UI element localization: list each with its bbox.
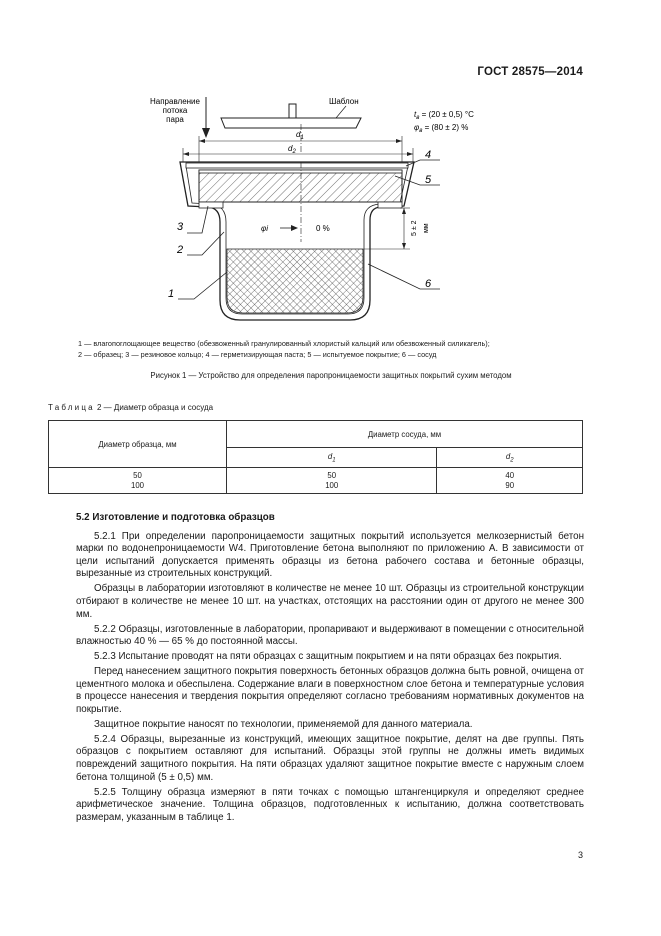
label-n5: 5 (425, 174, 432, 186)
sealing-paste (186, 163, 408, 168)
legend-line-2: 2 — образец; 3 — резиновое кольцо; 4 — герметизирующая паста; 5 — испытуемое покрытие; 6 — сосуд (78, 350, 437, 359)
rubber-ring-left (199, 202, 223, 208)
label-inner-value: 0 % (316, 224, 330, 233)
label-temperature: $t_в = (20 \pm 0,5)$ °C (414, 110, 474, 121)
label-gap: 5 ± 2 (411, 220, 418, 236)
page-number: 3 (577, 850, 583, 860)
paragraph: 5.2.4 Образцы, вырезанные из конструкций, имеющих защитное покрытие, делят на две группы. Пять образцов с покрытием оставляют для испытаний. Образцы этой группы не должны иметь видимых повреждений защитного покрытия. На пяти образцах удаляют защитное покрытие вместе с наружным слоем бетона толщиной (5 ± 0,5) мм. (76, 733, 584, 783)
table-title: Таблица 2 — Диаметр образца и сосуда (48, 403, 214, 412)
label-n2: 2 (177, 244, 184, 256)
sample-2 (199, 170, 402, 202)
label-gap-unit: мм (423, 223, 430, 233)
figure-legend (78, 338, 584, 360)
header-d2: $d_2$ (437, 448, 583, 468)
label-flow-1: Направление (150, 97, 200, 106)
coating-5 (199, 170, 402, 173)
paragraph: 5.2.2 Образцы, изготовленные в лаборатории, пропаривают и выдерживают в помещении с относительной влажностью 40 % — 65 % до постоянной массы. (76, 623, 584, 648)
legend-line-1: 1 — влагопоглощающее вещество (обезвоженный гранулированный хлористый кальций или обезвоженный силикагель); (78, 339, 490, 348)
paragraph: Образцы в лаборатории изготовляют в количестве не менее 10 шт. Образцы из строительной конструкции отбирают в количестве не менее 10 шт. на участках, отстоящих на расстоянии один от другого не менее 300 мм. (76, 583, 584, 620)
label-d2: $d_2$ (288, 144, 296, 155)
header-vessel-diameter: Диаметр сосуда, мм (227, 421, 583, 448)
label-n4: 4 (425, 149, 432, 161)
table-body-row: 50 100 50 100 40 90 (49, 468, 583, 494)
paragraph: Перед нанесением защитного покрытия поверхность бетонных образцов должна быть ровной, очищена от цементного молока и обеспылена. Содержание влаги в поверхностном слое бетона и температурные условия в процессе нанесения и твердения покрытия определяют согласно требованиям нормативных документов на покрытие. (76, 666, 584, 715)
paragraph: Защитное покрытие наносят по технологии, применяемой для данного материала. (94, 718, 473, 730)
label-n1: 1 (168, 288, 175, 300)
figure-apparatus (0, 0, 661, 330)
paragraph: 5.2.3 Испытание проводят на пяти образцах с защитным покрытием и на пяти образцах без покрытия. (94, 651, 562, 663)
desiccant-1 (227, 249, 363, 313)
label-inner-humidity: φі (261, 224, 268, 233)
diameter-table (48, 420, 583, 494)
section-5-2 (76, 512, 584, 827)
flow-arrow (202, 97, 210, 138)
label-flow-3: пара (166, 115, 184, 124)
header-d1: $d_1$ (227, 448, 437, 468)
label-humidity: $\varphi_в = (80 \pm 2)$ % (414, 123, 469, 134)
paragraph: 5.2.1 При определении паропроницаемости защитных покрытий используется мелкозернистый бетон марки по водонепроницаемости W4. Приготовление бетона выполняют по приложению А. В зависимости от цели испытаний допускается применять образцы из бетона рабочего состава и бетонные образцы, вырезанные из строительных конструкций. (76, 530, 584, 580)
label-d1: $d_1$ (296, 130, 304, 141)
section-title: 5.2 Изготовление и подготовка образцов (76, 512, 275, 523)
label-flow-2: потока (162, 106, 188, 115)
header-sample-diameter: Диаметр образца, мм (49, 421, 227, 468)
label-n6: 6 (425, 278, 432, 290)
label-template: Шаблон (329, 97, 359, 106)
paragraph: 5.2.5 Толщину образца измеряют в пяти точках с помощью штангенциркуля и определяют среднее арифметическое значение. Толщина образцов, подготовленных к испытанию, должна соответствовать размерам, указанным в таблице 1. (76, 786, 584, 823)
rubber-ring-right (378, 202, 402, 208)
figure-caption: Рисунок 1 — Устройство для определения паропроницаемости защитных покрытий сухим методом (150, 371, 512, 380)
doc-code: ГОСТ 28575—2014 (477, 66, 583, 78)
label-n3: 3 (177, 221, 184, 233)
